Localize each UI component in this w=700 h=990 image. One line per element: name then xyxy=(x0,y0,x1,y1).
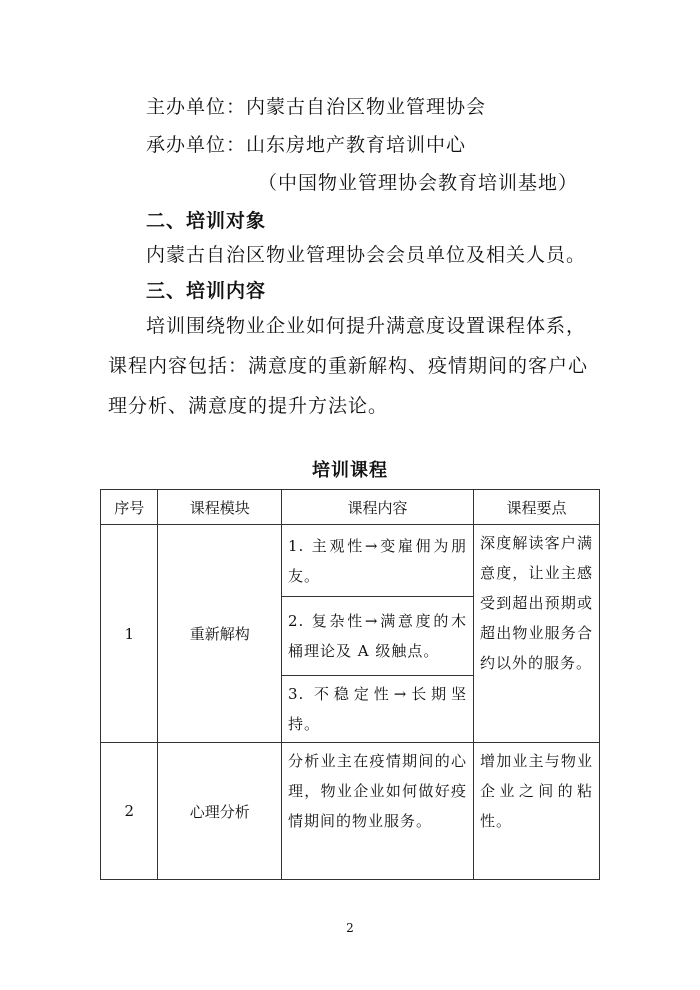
content-item: 2. 复杂性→满意度的木桶理论及 A 级触点。 xyxy=(288,612,468,660)
table-row xyxy=(101,743,600,880)
header-index: 序号 xyxy=(101,490,158,525)
content-item: 分析业主在疫情期间的心理，物业企业如何做好疫情期间的物业服务。 xyxy=(288,752,468,830)
keypoints-cell xyxy=(474,525,600,743)
content-cell xyxy=(282,743,474,880)
header-keypoints: 课程要点 xyxy=(474,490,600,525)
course-table xyxy=(100,489,600,880)
training-base-note: （中国物业管理协会教育培训基地） xyxy=(258,172,579,194)
row-index: 2 xyxy=(101,743,158,880)
table-header-row xyxy=(101,490,600,525)
row-module: 心理分析 xyxy=(158,743,282,880)
page-number: 2 xyxy=(346,921,354,935)
keypoints-text: 深度解读客户满意度，让业主感受到超出预期或超出物业服务合约以外的服务。 xyxy=(480,534,593,672)
table-title: 培训课程 xyxy=(312,460,388,481)
table-row xyxy=(101,525,600,597)
row-module: 重新解构 xyxy=(158,525,282,743)
host-organizer: 主办单位：内蒙古自治区物业管理协会 xyxy=(146,96,487,118)
content-item: 3. 不稳定性→长期坚持。 xyxy=(288,685,468,733)
content-cell xyxy=(282,676,474,743)
content-cell xyxy=(282,597,474,676)
keypoints-text: 增加业主与物业企业之间的粘性。 xyxy=(480,752,593,830)
content-item: 1. 主观性→变雇佣为朋友。 xyxy=(288,536,468,585)
section-heading-content: 三、培训内容 xyxy=(146,280,267,302)
section-heading-audience: 二、培训对象 xyxy=(146,210,267,232)
undertaking-organizer: 承办单位：山东房地产教育培训中心 xyxy=(146,134,467,156)
content-paragraph: 培训围绕物业企业如何提升满意度设置课程体系，课程内容包括：满意度的重新解构、疫情期间的客户心理分析、满意度的提升方法论。 xyxy=(108,315,589,417)
audience-text: 内蒙古自治区物业管理协会会员单位及相关人员。 xyxy=(146,244,587,266)
content-cell xyxy=(282,525,474,597)
keypoints-cell xyxy=(474,743,600,880)
row-index: 1 xyxy=(101,525,158,743)
header-module: 课程模块 xyxy=(158,490,282,525)
header-content: 课程内容 xyxy=(282,490,474,525)
